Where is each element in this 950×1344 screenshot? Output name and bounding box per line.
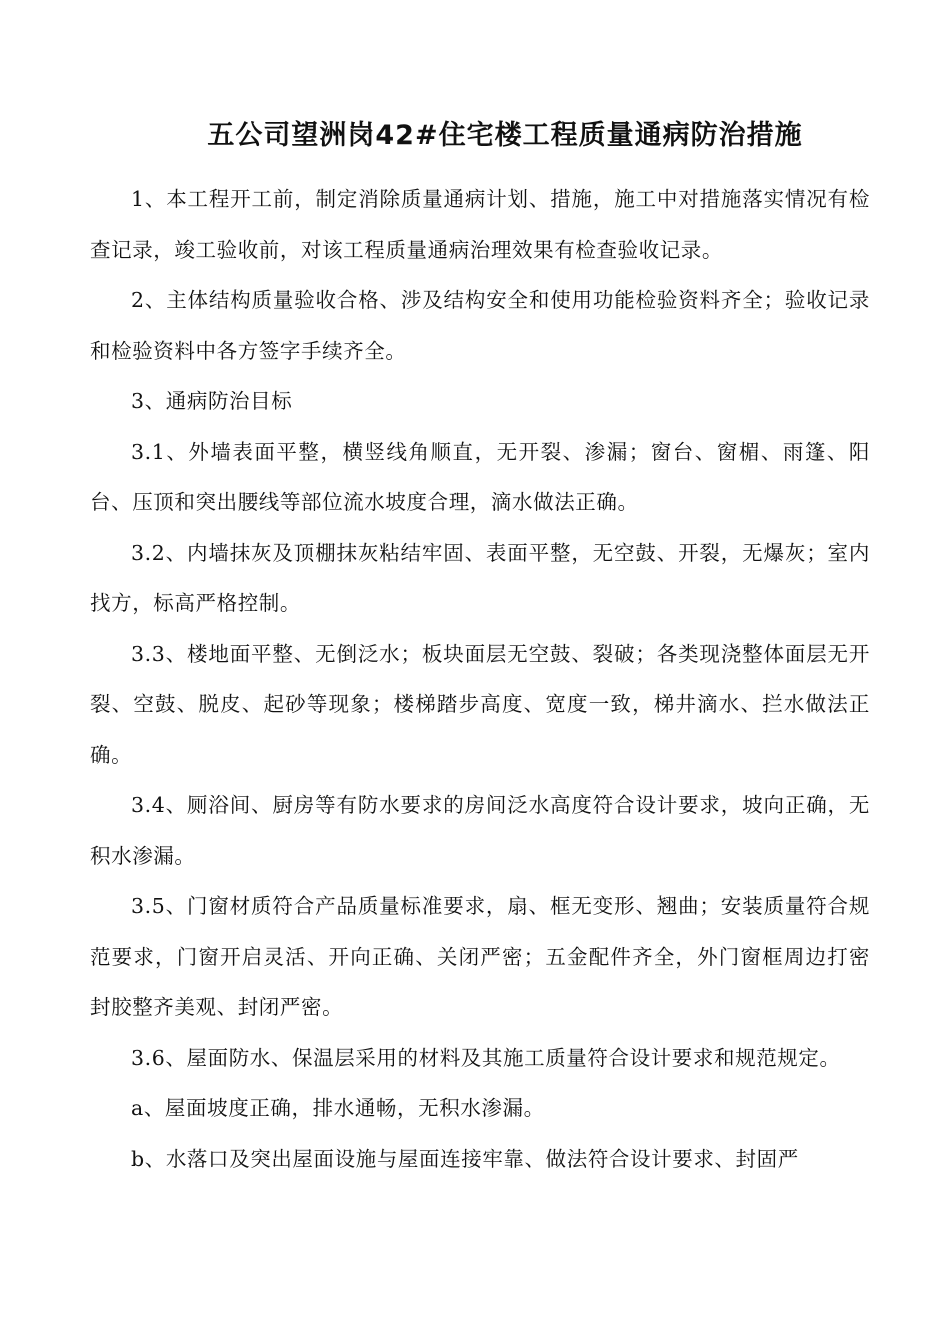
paragraph-2: 2、主体结构质量验收合格、涉及结构安全和使用功能检验资料齐全；验收记录和检验资料中各方签字手续齐全。 bbox=[90, 288, 870, 363]
paragraph-3-5: 3.5、门窗材质符合产品质量标准要求，扇、框无变形、翘曲；安装质量符合规范要求，门窗开启灵活、开向正确、关闭严密；五金配件齐全，外门窗框周边打密封胶整齐美观、封闭严密。 bbox=[90, 894, 870, 1019]
paragraph-a: a、屋面坡度正确，排水通畅，无积水渗漏。 bbox=[131, 1096, 545, 1120]
paragraph-3-1: 3.1、外墙表面平整，横竖线角顺直，无开裂、渗漏；窗台、窗楣、雨篷、阳台、压顶和突出腰线等部位流水坡度合理，滴水做法正确。 bbox=[90, 439, 870, 514]
paragraph-1: 1、本工程开工前，制定消除质量通病计划、措施，施工中对措施落实情况有检查记录，竣工验收前，对该工程质量通病治理效果有检查验收记录。 bbox=[90, 187, 870, 262]
paragraph-3-3: 3.3、楼地面平整、无倒泛水；板块面层无空鼓、裂破；各类现浇整体面层无开裂、空鼓、脱皮、起砂等现象；楼梯踏步高度、宽度一致，梯井滴水、拦水做法正确。 bbox=[90, 641, 870, 767]
document-body bbox=[90, 174, 870, 1184]
paragraph-3-4: 3.4、厕浴间、厨房等有防水要求的房间泛水高度符合设计要求，坡向正确，无积水渗漏。 bbox=[90, 793, 870, 868]
document-title: 五公司望洲岗42#住宅楼工程质量通病防治措施 bbox=[207, 120, 803, 151]
paragraph-3-2: 3.2、内墙抹灰及顶棚抹灰粘结牢固、表面平整，无空鼓、开裂，无爆灰；室内找方，标高严格控制。 bbox=[90, 540, 870, 615]
paragraph-3-6: 3.6、屋面防水、保温层采用的材料及其施工质量符合设计要求和规范规定。 bbox=[131, 1045, 841, 1070]
paragraph-3: 3、通病防治目标 bbox=[131, 389, 293, 413]
paragraph-b: b、水落口及突出屋面设施与屋面连接牢靠、做法符合设计要求、封固严 bbox=[131, 1146, 799, 1171]
